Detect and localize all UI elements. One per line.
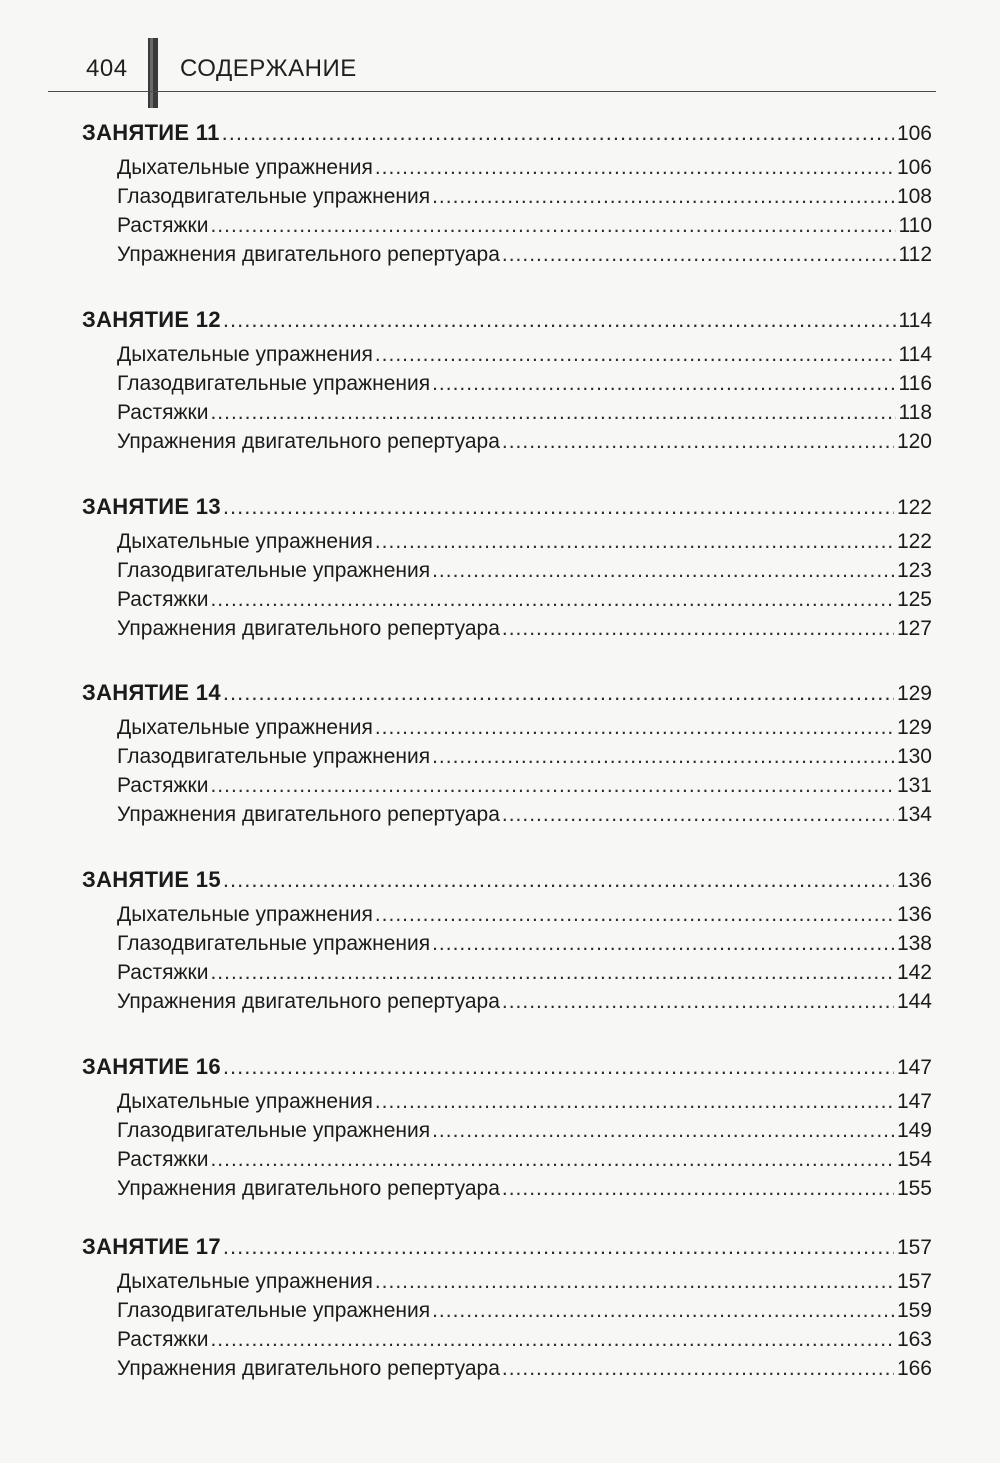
- toc-entry-label: Глазодвигательные упражнения: [117, 932, 431, 955]
- dot-leader: [210, 774, 894, 798]
- toc-lesson-heading[interactable]: [82, 120, 932, 150]
- toc-entry[interactable]: [117, 617, 932, 646]
- dot-leader: [375, 343, 896, 367]
- toc-page-number: 129: [896, 716, 932, 739]
- toc-lesson-heading[interactable]: [82, 307, 932, 337]
- dot-leader: [432, 559, 894, 583]
- dot-leader: [210, 214, 895, 238]
- toc-entry-label: Дыхательные упражнения: [117, 343, 373, 366]
- toc-entry[interactable]: [117, 774, 932, 803]
- toc-entry[interactable]: [117, 1357, 932, 1386]
- toc-page-number: 127: [896, 617, 932, 640]
- dot-leader: [502, 430, 894, 454]
- toc-page-number: 125: [896, 588, 932, 611]
- toc-entry-label: Глазодвигательные упражнения: [117, 745, 431, 768]
- toc-entry[interactable]: [117, 559, 932, 588]
- toc-entry[interactable]: [117, 343, 932, 372]
- dot-leader: [502, 1357, 894, 1381]
- toc-entry-label: Дыхательные упражнения: [117, 530, 373, 553]
- toc-entry[interactable]: [117, 214, 932, 243]
- toc-page-number: 138: [896, 932, 932, 955]
- toc-page-number: 166: [896, 1357, 932, 1380]
- toc-page-number: 131: [896, 774, 932, 797]
- toc-entry[interactable]: [117, 372, 932, 401]
- toc-entry-label: Растяжки: [117, 1148, 209, 1171]
- toc-entry-label: Растяжки: [117, 214, 209, 237]
- dot-leader: [432, 372, 895, 396]
- toc-page-number: 134: [896, 803, 932, 826]
- toc-lesson-heading[interactable]: [82, 867, 932, 897]
- dot-leader: [223, 494, 894, 520]
- section-title: СОДЕРЖАНИЕ: [180, 55, 357, 82]
- toc-page-number: 157: [896, 1236, 932, 1259]
- dot-leader: [210, 1328, 894, 1352]
- dot-leader: [375, 1090, 894, 1114]
- dot-leader: [375, 530, 894, 554]
- toc-page-number: 142: [896, 961, 932, 984]
- toc-page-number: 147: [896, 1056, 932, 1079]
- toc-entry-label: Растяжки: [117, 588, 209, 611]
- toc-entry[interactable]: [117, 803, 932, 832]
- toc-entry-label: Растяжки: [117, 774, 209, 797]
- dot-leader: [375, 716, 894, 740]
- toc-entry[interactable]: [117, 588, 932, 617]
- toc-page-number: 106: [896, 122, 932, 145]
- toc-page-number: 154: [896, 1148, 932, 1171]
- dot-leader: [502, 617, 894, 641]
- toc-entry[interactable]: [117, 990, 932, 1019]
- toc-lesson-heading[interactable]: [82, 1234, 932, 1264]
- dot-leader: [223, 1234, 894, 1260]
- toc-entry[interactable]: [117, 745, 932, 774]
- toc-entry-label: Упражнения двигательного репертуара: [117, 243, 500, 266]
- dot-leader: [432, 185, 894, 209]
- toc-entry[interactable]: [117, 1270, 932, 1299]
- dot-leader: [210, 1148, 894, 1172]
- toc-page-number: 116: [898, 372, 932, 395]
- toc-entry[interactable]: [117, 156, 932, 185]
- toc-page-number: 122: [896, 530, 932, 553]
- toc-entry-label: Глазодвигательные упражнения: [117, 559, 431, 582]
- toc-lesson-title: ЗАНЯТИЕ 16: [82, 1054, 221, 1079]
- dot-leader: [502, 243, 896, 267]
- toc-entry[interactable]: [117, 430, 932, 459]
- toc-entry-label: Упражнения двигательного репертуара: [117, 1357, 500, 1380]
- toc-entry-label: Дыхательные упражнения: [117, 156, 373, 179]
- toc-lesson-title: ЗАНЯТИЕ 12: [82, 307, 221, 332]
- dot-leader: [375, 156, 894, 180]
- toc-entry[interactable]: [117, 243, 932, 272]
- toc-entry[interactable]: [117, 1177, 932, 1206]
- toc-entry-label: Растяжки: [117, 401, 209, 424]
- toc-entry-label: Упражнения двигательного репертуара: [117, 1177, 500, 1200]
- toc-lesson-title: ЗАНЯТИЕ 13: [82, 494, 221, 519]
- toc-page-number: 129: [896, 682, 932, 705]
- toc-entry[interactable]: [117, 530, 932, 559]
- toc-page-number: 130: [896, 745, 932, 768]
- toc-page-number: 112: [898, 243, 932, 266]
- dot-leader: [375, 1270, 894, 1294]
- toc-entry-label: Дыхательные упражнения: [117, 716, 373, 739]
- toc-entry-label: Упражнения двигательного репертуара: [117, 990, 500, 1013]
- dot-leader: [223, 867, 894, 893]
- toc-entry[interactable]: [117, 1299, 932, 1328]
- toc-entry-label: Глазодвигательные упражнения: [117, 1299, 431, 1322]
- dot-leader: [223, 1054, 894, 1080]
- toc-lesson-title: ЗАНЯТИЕ 15: [82, 867, 221, 892]
- dot-leader: [432, 1299, 894, 1323]
- dot-leader: [210, 401, 895, 425]
- toc-lesson-title: ЗАНЯТИЕ 14: [82, 680, 221, 705]
- toc-entry-label: Дыхательные упражнения: [117, 903, 373, 926]
- toc-entry-label: Дыхательные упражнения: [117, 1090, 373, 1113]
- toc-lesson-heading[interactable]: [82, 680, 932, 710]
- toc-page-number: 163: [896, 1328, 932, 1351]
- toc-entry[interactable]: [117, 185, 932, 214]
- dot-leader: [210, 588, 894, 612]
- toc-page-number: 136: [896, 903, 932, 926]
- dot-leader: [210, 961, 894, 985]
- toc-entry[interactable]: [117, 1119, 932, 1148]
- toc-entry[interactable]: [117, 401, 932, 430]
- dot-leader: [502, 1177, 894, 1201]
- toc-entry-label: Растяжки: [117, 961, 209, 984]
- dot-leader: [432, 745, 894, 769]
- toc-page-number: 118: [898, 401, 932, 424]
- dot-leader: [223, 307, 896, 333]
- toc-entry[interactable]: [117, 903, 932, 932]
- toc-entry[interactable]: [117, 716, 932, 745]
- toc-page-number: 159: [896, 1299, 932, 1322]
- toc-entry-label: Глазодвигательные упражнения: [117, 1119, 431, 1142]
- toc-page-number: 106: [896, 156, 932, 179]
- toc-entry[interactable]: [117, 1328, 932, 1357]
- toc-entry[interactable]: [117, 961, 932, 990]
- toc-lesson-title: ЗАНЯТИЕ 17: [82, 1234, 221, 1259]
- toc-page-number: 110: [898, 214, 932, 237]
- toc-entry-label: Дыхательные упражнения: [117, 1270, 373, 1293]
- toc-page-number: 122: [896, 496, 932, 519]
- toc-page-number: 114: [898, 343, 932, 366]
- toc-page-number: 144: [896, 990, 932, 1013]
- toc-page-number: 155: [896, 1177, 932, 1200]
- toc-entry-label: Упражнения двигательного репертуара: [117, 803, 500, 826]
- dot-leader: [375, 903, 894, 927]
- toc-page-number: 157: [896, 1270, 932, 1293]
- dot-leader: [432, 1119, 894, 1143]
- toc-page-number: 136: [896, 869, 932, 892]
- toc-lesson-title: ЗАНЯТИЕ 11: [82, 120, 220, 145]
- toc-page-number: 149: [896, 1119, 932, 1142]
- toc-page-number: 120: [896, 430, 932, 453]
- dot-leader: [432, 932, 894, 956]
- toc-entry[interactable]: [117, 932, 932, 961]
- toc-entry[interactable]: [117, 1090, 932, 1119]
- toc-page-number: 108: [896, 185, 932, 208]
- toc-entry-label: Растяжки: [117, 1328, 209, 1351]
- dot-leader: [502, 803, 894, 827]
- toc-page-number: 123: [896, 559, 932, 582]
- dot-leader: [223, 680, 894, 706]
- toc-lesson-heading[interactable]: [82, 494, 932, 524]
- toc-entry-label: Глазодвигательные упражнения: [117, 185, 431, 208]
- toc-entry[interactable]: [117, 1148, 932, 1177]
- toc-page-number: 147: [896, 1090, 932, 1113]
- toc-page-number: 114: [898, 309, 932, 332]
- toc-entry-label: Упражнения двигательного репертуара: [117, 617, 500, 640]
- page-number: 404: [86, 55, 128, 82]
- dot-leader: [222, 120, 894, 146]
- toc-entry-label: Глазодвигательные упражнения: [117, 372, 431, 395]
- dot-leader: [502, 990, 894, 1014]
- toc-entry-label: Упражнения двигательного репертуара: [117, 430, 500, 453]
- toc-lesson-heading[interactable]: [82, 1054, 932, 1084]
